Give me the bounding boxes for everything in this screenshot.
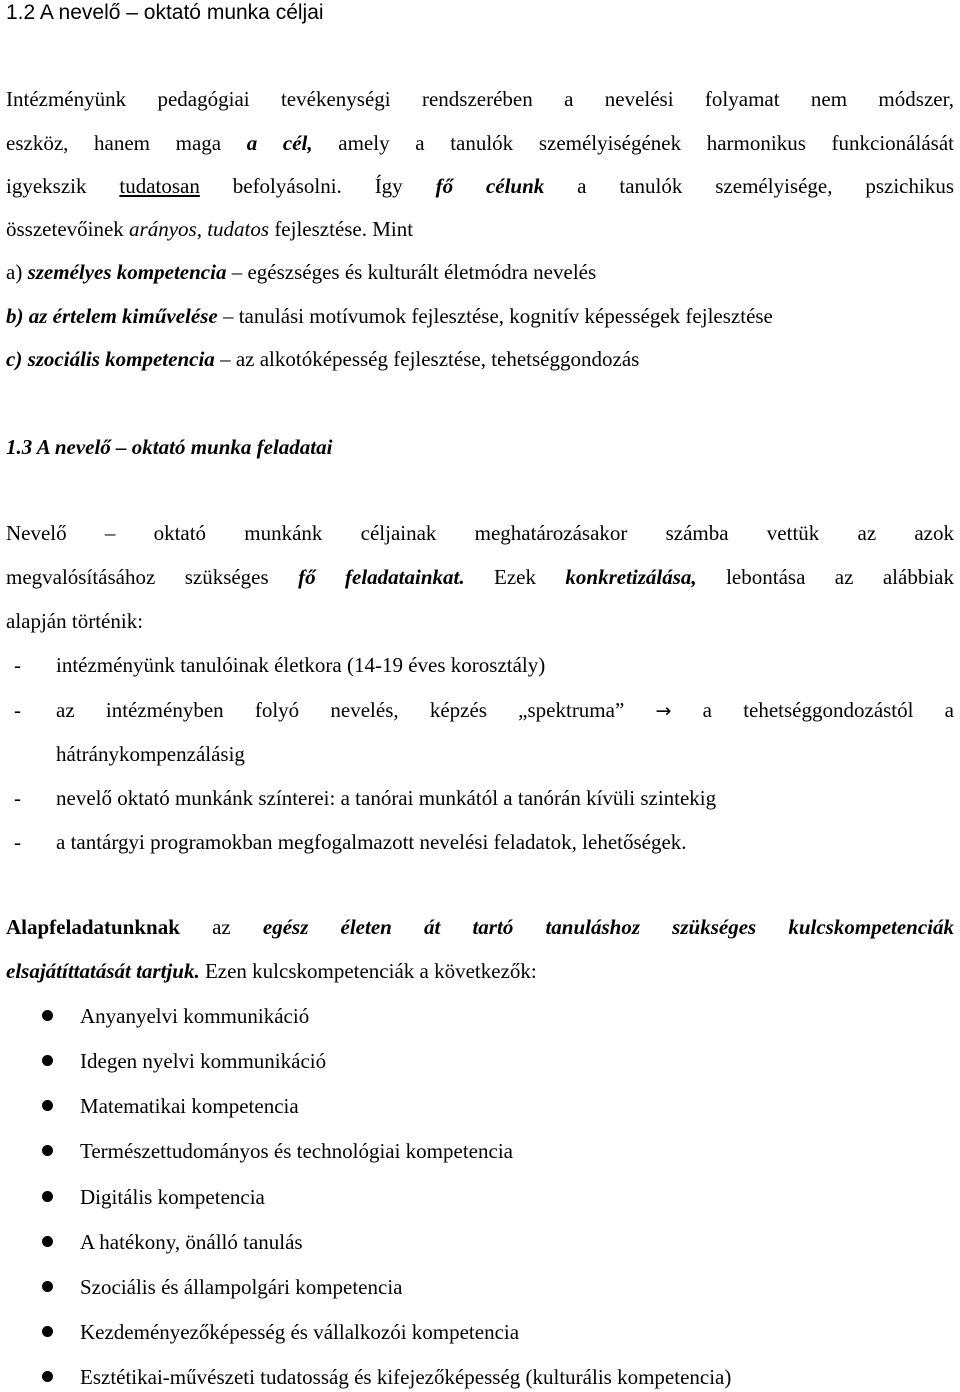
arrow-right-icon: → — [655, 700, 672, 722]
paragraph-line — [6, 520, 954, 546]
list-item-text: intézményünk tanulóinak életkora (14-19 éves korosztály) — [56, 653, 546, 677]
text-run: fejlesztése. Mint — [269, 217, 414, 241]
emphasis-text: egész életen át tartó tanuláshoz szükséges kulcskompetenciák — [262, 915, 954, 939]
text-run: lebontása az alábbiak — [696, 565, 954, 589]
emphasis-text: b) az értelem kiművelése — [6, 304, 218, 328]
heading-text: 1.3 A nevelő – oktató munka feladatai — [6, 435, 333, 459]
text-run: a tanulók személyisége, pszichikus — [544, 174, 955, 198]
paragraph-line — [6, 608, 954, 634]
text-run: Ezek — [464, 565, 566, 589]
emphasis-text: fő feladatainkat. — [298, 565, 465, 589]
heading-text: 1.2 A nevelő – oktató munka céljai — [6, 1, 324, 24]
list-item-text — [56, 697, 954, 724]
dash-marker: - — [14, 653, 21, 677]
list-item-text: nevelő oktató munkánk színterei: a tanórai munkától a tanórán kívüli szintekig — [56, 786, 717, 810]
paragraph-line — [6, 958, 954, 984]
text-run: a tehetséggondozástól a — [702, 698, 955, 722]
text-run: amely a tanulók személyiségének harmonikus funkcionálását — [312, 131, 954, 155]
bold-text: Alapfeladatunknak — [6, 915, 180, 939]
section-heading-1-2 — [6, 0, 954, 26]
dash-marker: - — [14, 698, 21, 722]
list-item-text: Kezdeményezőképesség és vállalkozói kompetencia — [80, 1320, 520, 1344]
text-run: igyekszik — [6, 174, 120, 198]
italic-text: arányos, tudatos — [129, 217, 270, 241]
emphasis-text: konkretizálása, — [565, 565, 697, 589]
list-item-text: Természettudományos és technológiai kompetencia — [80, 1139, 513, 1163]
bullet-icon — [42, 1281, 53, 1292]
dash-marker: - — [14, 786, 21, 810]
paragraph-line — [6, 86, 954, 112]
emphasis-text: fő célunk — [435, 174, 545, 198]
list-item-text: a tantárgyi programokban megfogalmazott nevelési feladatok, lehetőségek. — [56, 830, 687, 854]
text-run: összetevőinek — [6, 217, 130, 241]
section-heading-1-3 — [6, 434, 954, 460]
goal-item-c — [6, 346, 954, 372]
text-run: megvalósításához szükséges — [6, 565, 299, 589]
text-run: Intézményünk pedagógiai tevékenységi rendszerében a nevelési folyamat nem módszer, — [6, 87, 954, 111]
bullet-icon — [42, 1055, 53, 1066]
emphasis-text: elsajátíttatását tartjuk. — [6, 959, 200, 983]
goal-item-a — [6, 259, 954, 285]
list-item-text: Digitális kompetencia — [80, 1185, 265, 1209]
text-run: Nevelő – oktató munkánk céljainak meghatározásakor számba vettük az azok — [6, 521, 954, 545]
dash-marker: - — [14, 830, 21, 854]
list-item-text: Anyanyelvi kommunikáció — [80, 1004, 310, 1028]
list-item-text: Szociális és állampolgári kompetencia — [80, 1275, 403, 1299]
paragraph-line — [6, 216, 954, 242]
emphasis-text: c) szociális kompetencia — [6, 347, 215, 371]
text-run: az intézményben folyó nevelés, képzés „spektruma” — [56, 698, 625, 722]
list-item-text: hátránykompenzálásig — [56, 742, 245, 766]
bullet-icon — [42, 1010, 53, 1021]
item-marker: a) — [6, 260, 28, 284]
paragraph-line — [6, 564, 954, 590]
text-run: alapján történik: — [6, 609, 144, 633]
paragraph-line — [6, 130, 954, 156]
list-item-text: Idegen nyelvi kommunikáció — [80, 1049, 327, 1073]
bullet-icon — [42, 1145, 53, 1156]
list-item-text: Matematikai kompetencia — [80, 1094, 299, 1118]
bullet-icon — [42, 1326, 53, 1337]
bullet-icon — [42, 1191, 53, 1202]
text-run: Ezen kulcskompetenciák a következők: — [199, 959, 537, 983]
paragraph-line — [6, 173, 954, 199]
text-run: eszköz, hanem maga — [6, 131, 247, 155]
text-run: befolyásolni. Így — [199, 174, 436, 198]
bullet-icon — [42, 1100, 53, 1111]
list-item-text: Esztétikai-művészeti tudatosság és kifejezőképesség (kulturális kompetencia) — [80, 1365, 732, 1389]
emphasis-text: személyes kompetencia — [27, 260, 227, 284]
list-item-text: A hatékony, önálló tanulás — [80, 1230, 303, 1254]
underlined-text: tudatosan — [119, 174, 200, 198]
text-run: – egészséges és kulturált életmódra nevelés — [226, 260, 597, 284]
bullet-icon — [42, 1236, 53, 1247]
bullet-icon — [42, 1371, 53, 1382]
text-run: – tanulási motívumok fejlesztése, kognitív képességek fejlesztése — [217, 304, 773, 328]
text-run: az — [179, 915, 263, 939]
paragraph-line — [6, 914, 954, 940]
goal-item-b — [6, 303, 954, 329]
text-run: – az alkotóképesség fejlesztése, tehetséggondozás — [214, 347, 640, 371]
emphasis-text: a cél, — [246, 131, 313, 155]
